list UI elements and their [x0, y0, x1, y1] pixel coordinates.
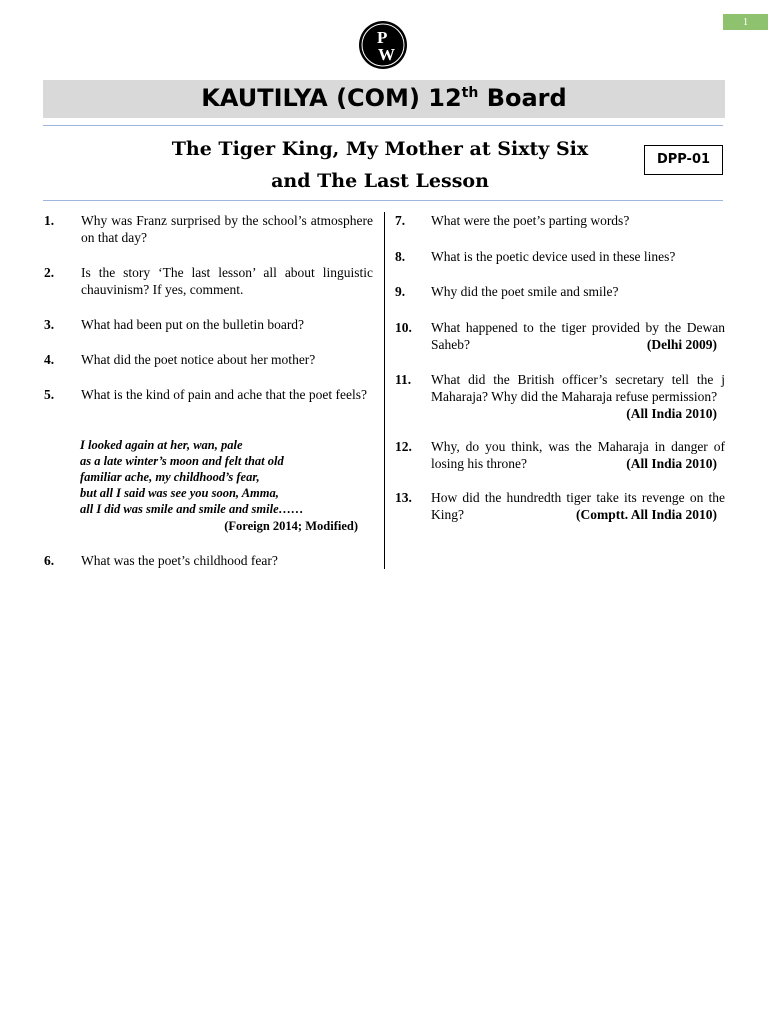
question-source: (Delhi 2009)	[646, 337, 717, 352]
question-number: 8.	[395, 249, 406, 264]
question-text: What were the poet’s parting words?	[431, 213, 630, 228]
logo-letter-p: P	[377, 28, 388, 47]
logo-letter-w: W	[378, 45, 395, 64]
poem-line: familiar ache, my childhood’s fear,	[80, 470, 260, 484]
question-number: 3.	[44, 317, 55, 332]
question-number: 5.	[44, 387, 55, 402]
page-title	[43, 84, 725, 112]
question-number: 11.	[395, 372, 412, 387]
question-number: 12.	[395, 439, 412, 454]
subtitle-line-2: and The Last Lesson	[271, 170, 489, 192]
page-number-badge: 1	[723, 14, 768, 30]
poem-line: as a late winter’s moon and felt that old	[80, 454, 284, 468]
question-number: 6.	[44, 553, 55, 568]
title-banner	[43, 80, 725, 118]
question-number: 4.	[44, 352, 55, 367]
poem-line: all I did was smile and smile and smile……	[80, 502, 304, 516]
top-rule	[43, 125, 723, 126]
question-text: Is the story ‘The last lesson’ all about linguistic chauvinism? If yes, comment.	[81, 265, 373, 297]
poem-excerpt	[80, 437, 370, 517]
poem-line: but all I said was see you soon, Amma,	[80, 486, 279, 500]
question-text: What did the poet notice about her mother?	[81, 352, 316, 367]
question-number: 13.	[395, 490, 412, 505]
question-source: (Comptt. All India 2010)	[575, 507, 717, 522]
question-text: What is the kind of pain and ache that the poet feels?	[81, 387, 368, 402]
question-text: What is the poetic device used in these lines?	[431, 249, 676, 264]
question-source: (All India 2010)	[626, 406, 717, 421]
question-body: What happened to the tiger provided by the Dewan Saheb?	[431, 320, 725, 352]
title-end: Board	[478, 84, 567, 112]
title-superscript: th	[461, 85, 479, 101]
question-body: What did the British officer’s secretary tell the j Maharaja? Why did the Maharaja refuse permission?	[431, 372, 725, 404]
dpp-label-box: DPP-01	[644, 145, 723, 175]
question-number: 2.	[44, 265, 55, 280]
title-main: KAUTILYA (COM) 12	[201, 84, 462, 112]
poem-line: I looked again at her, wan, pale	[80, 438, 243, 452]
subtitle-line-1: The Tiger King, My Mother at Sixty Six	[171, 138, 589, 160]
question-number: 9.	[395, 284, 406, 299]
question-text	[431, 371, 725, 422]
question-text: What had been put on the bulletin board?	[81, 317, 305, 332]
question-text	[431, 438, 725, 472]
poem-source: (Foreign 2014; Modified)	[224, 519, 358, 533]
question-number: 7.	[395, 213, 406, 228]
question-text: Why was Franz surprised by the school’s atmosphere on that day?	[81, 213, 373, 245]
pw-logo	[358, 16, 408, 72]
question-source: (All India 2010)	[626, 456, 717, 471]
question-text: Why did the poet smile and smile?	[431, 284, 619, 299]
chapter-subtitle	[140, 133, 620, 197]
column-divider	[384, 212, 385, 569]
question-body: Why, do you think, was the Maharaja in danger of losing his throne?	[431, 439, 725, 471]
question-text: What was the poet’s childhood fear?	[81, 553, 278, 568]
question-number: 1.	[44, 213, 55, 228]
question-text	[431, 489, 725, 523]
bottom-rule	[43, 200, 723, 201]
question-number: 10.	[395, 320, 412, 335]
question-body: How did the hundredth tiger take its revenge on the King?	[431, 490, 725, 522]
question-text	[431, 319, 725, 353]
